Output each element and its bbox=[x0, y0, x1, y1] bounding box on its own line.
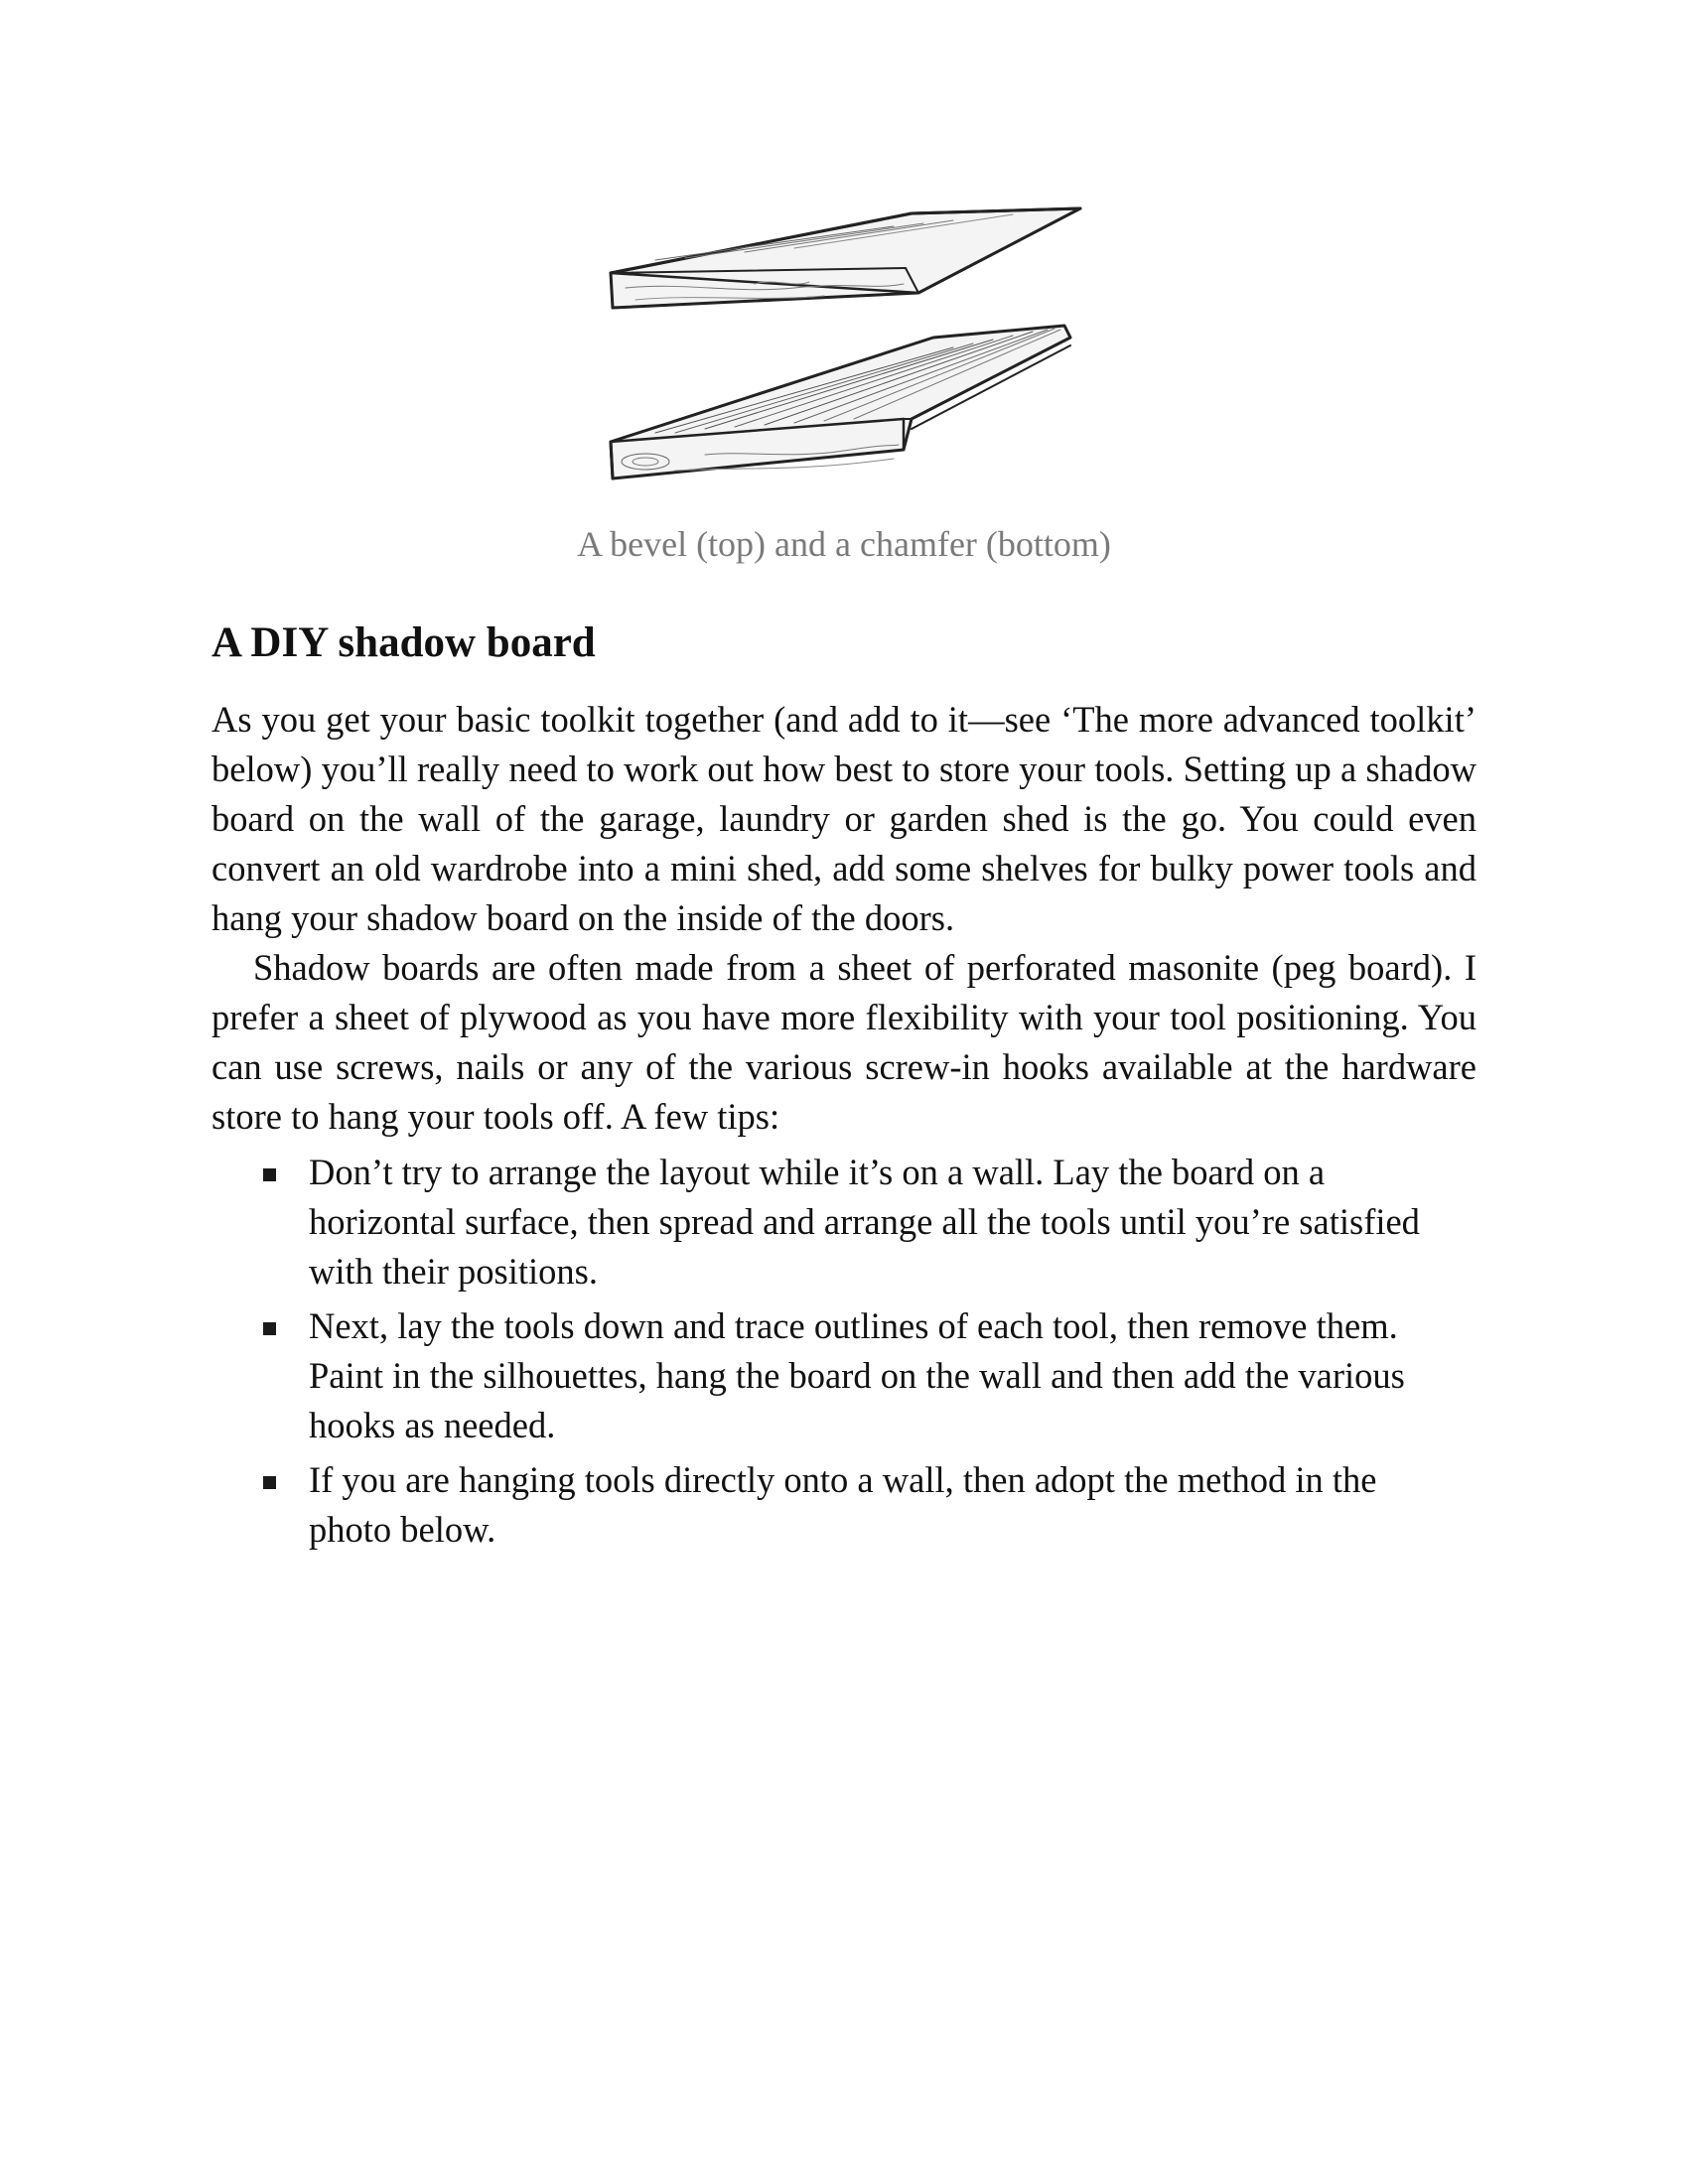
square-bullet-icon bbox=[263, 1168, 276, 1181]
chamfer-board-drawing bbox=[611, 326, 1070, 478]
tips-list bbox=[211, 1148, 1477, 1555]
list-item-text: If you are hanging tools directly onto a wall, then adopt the method in the photo below. bbox=[309, 1459, 1377, 1550]
list-item bbox=[211, 1301, 1477, 1450]
paragraph-intro: As you get your basic toolkit together (and add to it—see ‘The more advanced toolkit’ below) you’ll really need to work out how best to store your tools. Setting up a shadow board on the wall of the garage, laundry or garden shed is the go. You could even convert an old wardrobe into a mini shed, add some shelves for bulky power tools and hang your shadow board on the inside of the doors. bbox=[211, 699, 1477, 938]
list-item bbox=[211, 1148, 1477, 1297]
square-bullet-icon bbox=[263, 1476, 276, 1489]
paragraph-materials: Shadow boards are often made from a sheet of perforated masonite (peg board). I prefer a sheet of plywood as you have more flexibility with your tool positioning. You can use screws, nails or any of the various screw-in hooks available at the hardware store to hang your tools off. A few tips: bbox=[211, 947, 1477, 1137]
section-heading: A DIY shadow board bbox=[211, 619, 596, 666]
list-item-text: Don’t try to arrange the layout while it’s on a wall. Lay the board on a horizontal surface, then spread and arrange all the tools until you’re satisfied with their positions. bbox=[309, 1152, 1420, 1292]
list-item-text: Next, lay the tools down and trace outlines of each tool, then remove them. Paint in the silhouettes, hang the board on the wall and then add the various hooks as needed. bbox=[309, 1305, 1405, 1445]
bevel-board-drawing bbox=[611, 208, 1080, 308]
figure-caption: A bevel (top) and a chamfer (bottom) bbox=[577, 524, 1111, 564]
square-bullet-icon bbox=[263, 1322, 276, 1335]
list-item bbox=[211, 1455, 1477, 1555]
bevel-chamfer-illustration bbox=[596, 199, 1092, 496]
section-body bbox=[211, 695, 1477, 1560]
